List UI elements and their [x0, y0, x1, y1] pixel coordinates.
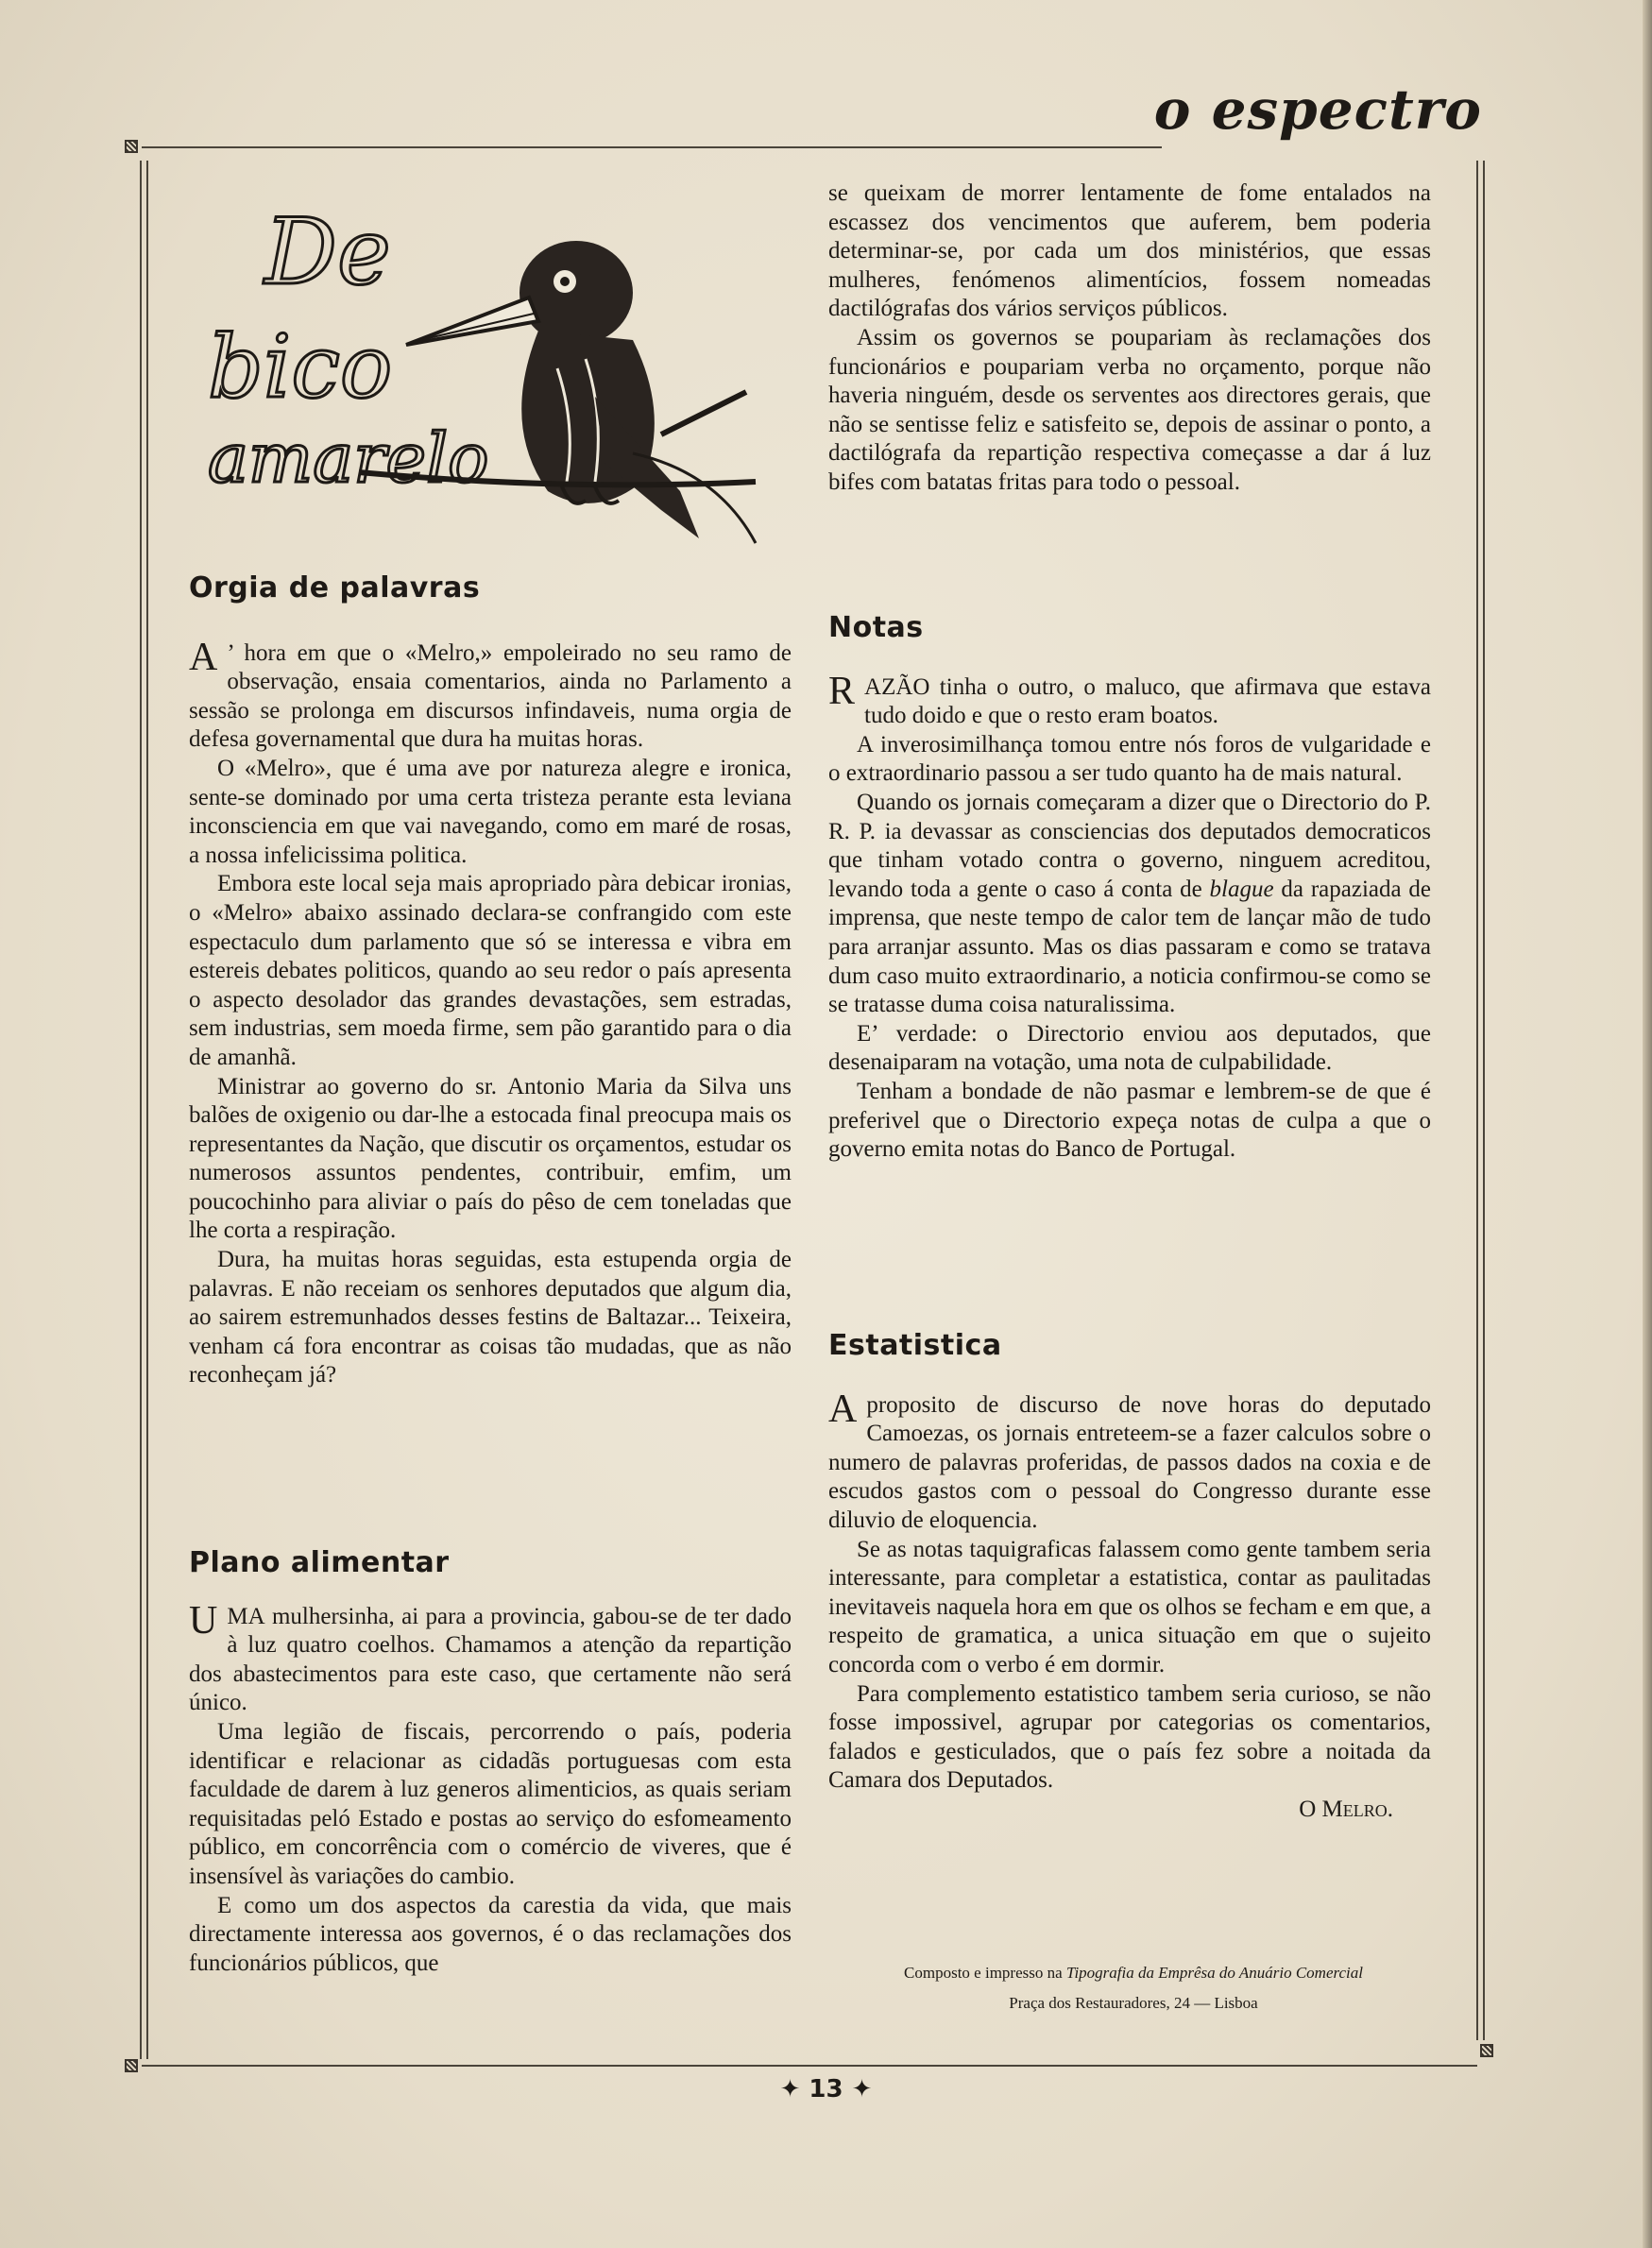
imprint-line-1	[822, 1958, 1445, 1988]
left-column-section1	[189, 571, 792, 1390]
printer-imprint	[822, 1958, 1445, 2018]
orgia-paragraph-4: Ministrar ao governo do sr. Antonio Maria da Silva uns balões de oxigenio ou dar-lhe a estocada final preocupa mais os representantes da Nação, que discutir os orçamentos, estudar os numerosos assuntos pendentes, contribuir, emfim, um poucochinho para aliviar o país do pêso de cem toneladas que lhe corta a respiração.	[189, 1073, 792, 1244]
illustration-title-line1: De	[264, 199, 391, 305]
notas-paragraph-5: Tenham a bondade de não pasmar e lembrem-se de que é preferivel que o Directorio expeça notas de culpa a que o governo emita notas do Banco de Portugal.	[828, 1078, 1431, 1163]
plano-paragraph-2: Uma legião de fiscais, percorrendo o país, poderia identificar e relacionar as cidadãs portuguesas com esta faculdade de darem à luz generos alimenticios, as quais seriam requisitadas peló Estado e postas ao serviço do esfomeamento público, em concorrência com o comércio de viveres, que é insensível às variações do cambio.	[189, 1718, 792, 1889]
estatistica-paragraph-2: Se as notas taquigraficas falassem como gente tambem seria interessante, para completar a estatistica, contar as paulitadas inevitaveis naquela hora em que os olhos se fecham e em que, a respeito de gramatica, a unica situação em que o sujeito concorda com o verbo é em dormir.	[828, 1536, 1431, 1677]
top-rule	[142, 146, 1162, 148]
notas-p3-text-a: Quando os jornais começaram a dizer que o Directorio do P. R. P. ia devassar as consciencias dos deputados democraticos que tinham votado contra o governo, ninguem acreditou, levando toda a gente o caso á conta de	[828, 789, 1431, 902]
notas-p3-text-b: da rapaziada de imprensa, que neste tempo de calor tem de lançar mão de tudo para arranjar assunto. Mas os dias passaram e como se tratava dum caso muito extraordinario, a noticia confirmou-se como se se tratasse duma coisa naturalissima.	[828, 876, 1431, 1018]
estatistica-paragraph-1	[828, 1387, 1431, 1536]
dropcap-a: A	[189, 635, 218, 679]
plano-paragraph-3: E como um dos aspectos da carestia da vida, que mais directamente interessa aos governos, é o das reclamações dos funcionários públicos, que	[189, 1892, 792, 1976]
dropcap-r: R	[828, 669, 856, 713]
orgia-p1-text: ’ hora em que o «Melro,» empoleirado no seu ramo de observação, ensaia comentarios, ainda no Parlamento a sessão se prolonga em discursos infindaveis, numa orgia de defesa governamental que dura ha muitas horas.	[189, 639, 792, 753]
corner-mark-bottom-left	[125, 2059, 138, 2072]
heading-orgia-de-palavras: Orgia de palavras	[189, 571, 481, 605]
estatistica-p1-text: proposito de discurso de nove horas do deputado Camoezas, os jornais entreteem-se a fazer calculos sobre o numero de palavras proferidas, de passos dados na coxia e de escudos gastos com o pessoal do Congresso durante esse diluvio de eloquencia.	[828, 1391, 1431, 1533]
notas-p1-smallcaps: AZÃO	[864, 673, 930, 700]
heading-notas: Notas	[828, 611, 924, 644]
bird-drawing	[359, 241, 756, 543]
imprint-line-2: Praça dos Restauradores, 24 — Lisboa	[1009, 1994, 1258, 2012]
heading-estatistica: Estatistica	[828, 1329, 1002, 1362]
left-rule	[140, 161, 142, 2059]
right-rule	[1476, 161, 1478, 2040]
orgia-paragraph-1	[189, 635, 792, 755]
imprint-line-1-italic: Tipografia da Emprêsa do Anuário Comercial	[1065, 1964, 1363, 1982]
signature-o-melro: O Melro.	[1299, 1796, 1393, 1822]
notas-p3-italic: blague	[1209, 876, 1274, 902]
dropcap-a-estatistica: A	[828, 1387, 858, 1431]
illustration-title-line3: amarelo	[208, 418, 489, 498]
plano-p1-text: mulhersinha, ai para a provincia, gabou-se de ter dado à luz quatro coelhos. Chamamos a atenção da repartição dos abastecimentos para este caso, que certamente não será único.	[189, 1603, 792, 1716]
orgia-paragraph-5: Dura, ha muitas horas seguidas, esta estupenda orgia de palavras. E não receiam os senhores deputados que algum dia, ao sairem estremunhados desses festins de Baltazar... Teixeira, venham cá fora encontrar as coisas tão mudadas, que as não reconheçam já?	[189, 1247, 792, 1388]
notas-p1-text: tinha o outro, o maluco, que afirmava que estava tudo doido e que o resto eram boatos.	[864, 673, 1431, 729]
imprint-line-1-text: Composto e impresso na	[904, 1964, 1066, 1982]
page-edge	[1643, 0, 1652, 2248]
right-rule-inner	[1483, 161, 1485, 2040]
notas-paragraph-1	[828, 669, 1431, 731]
heading-plano-alimentar: Plano alimentar	[189, 1546, 450, 1579]
notas-paragraph-4: E’ verdade: o Directorio enviou aos deputados, que desenaiparam na votação, uma nota de culpabilidade.	[828, 1020, 1431, 1076]
orgia-paragraph-2: O «Melro», que é uma ave por natureza alegre e ironica, sente-se dominado por uma certa tristeza perante esta leviana inconsciencia em que vai navegando, como em maré de rosas, a nossa infelicissima politica.	[189, 755, 792, 868]
page-number: ✦ 13 ✦	[779, 2075, 873, 2103]
continuation-paragraph-1: se queixam de morrer lentamente de fome entalados na escassez dos vencimentos que auferem, bem poderia determinar-se, por cada um dos ministérios, que essas mulheres, fenómenos alimentícios, fossem nomeadas dactilógrafas dos vários serviços públicos.	[828, 180, 1431, 322]
corner-mark-top-left	[125, 140, 138, 153]
right-column-continuation	[828, 179, 1431, 498]
orgia-paragraph-3: Embora este local seja mais apropriado pàra debicar ironias, o «Melro» abaixo assinado declara-se confrangido com este espectaculo dum parlamento que só se interessa e vibra em estereis debates politicos, quando ao seu redor o país apresenta o aspecto desolador das grandes devastações, sem estradas, sem industrias, sem moeda firme, sem pão garantido para o dia de amanhã.	[189, 871, 792, 1070]
left-rule-inner	[146, 161, 148, 2059]
estatistica-paragraph-3: Para complemento estatistico tambem seria curioso, se não fosse impossivel, agrupar por categorias os comentarios, falados e gesticulados, que o país fez sobre a noitada da Camara dos Deputados.	[828, 1680, 1431, 1794]
masthead-title: o espectro	[1153, 77, 1482, 142]
notas-paragraph-2: A inverosimilhança tomou entre nós foros de vulgaridade e o extraordinario passou a ser tudo quanto ha de mais natural.	[828, 731, 1431, 787]
bottom-rule	[142, 2065, 1477, 2067]
right-column-notas	[828, 611, 1431, 1165]
dropcap-u: U	[189, 1598, 218, 1643]
right-column-estatistica	[828, 1329, 1431, 1825]
plano-p1-smallcaps: MA	[227, 1603, 265, 1629]
continuation-paragraph-2: Assim os governos se poupariam às reclamações dos funcionários e poupariam verba no orçamento, porque não haveria ninguém, desde os serventes aos directores gerais, que não se sentisse feliz e satisfeito se, depois de assinar o ponto, a dactilógrafa da repartição respectiva começasse a dar á luz bifes com batatas fritas para todo o pessoal.	[828, 324, 1431, 495]
plano-paragraph-1	[189, 1598, 792, 1718]
corner-mark-bottom-right	[1480, 2044, 1493, 2057]
de-bico-amarelo-illustration	[189, 179, 775, 576]
notas-paragraph-3	[828, 789, 1431, 1020]
illustration-title-line2: bico	[208, 316, 393, 417]
left-column-section2	[189, 1546, 792, 1978]
